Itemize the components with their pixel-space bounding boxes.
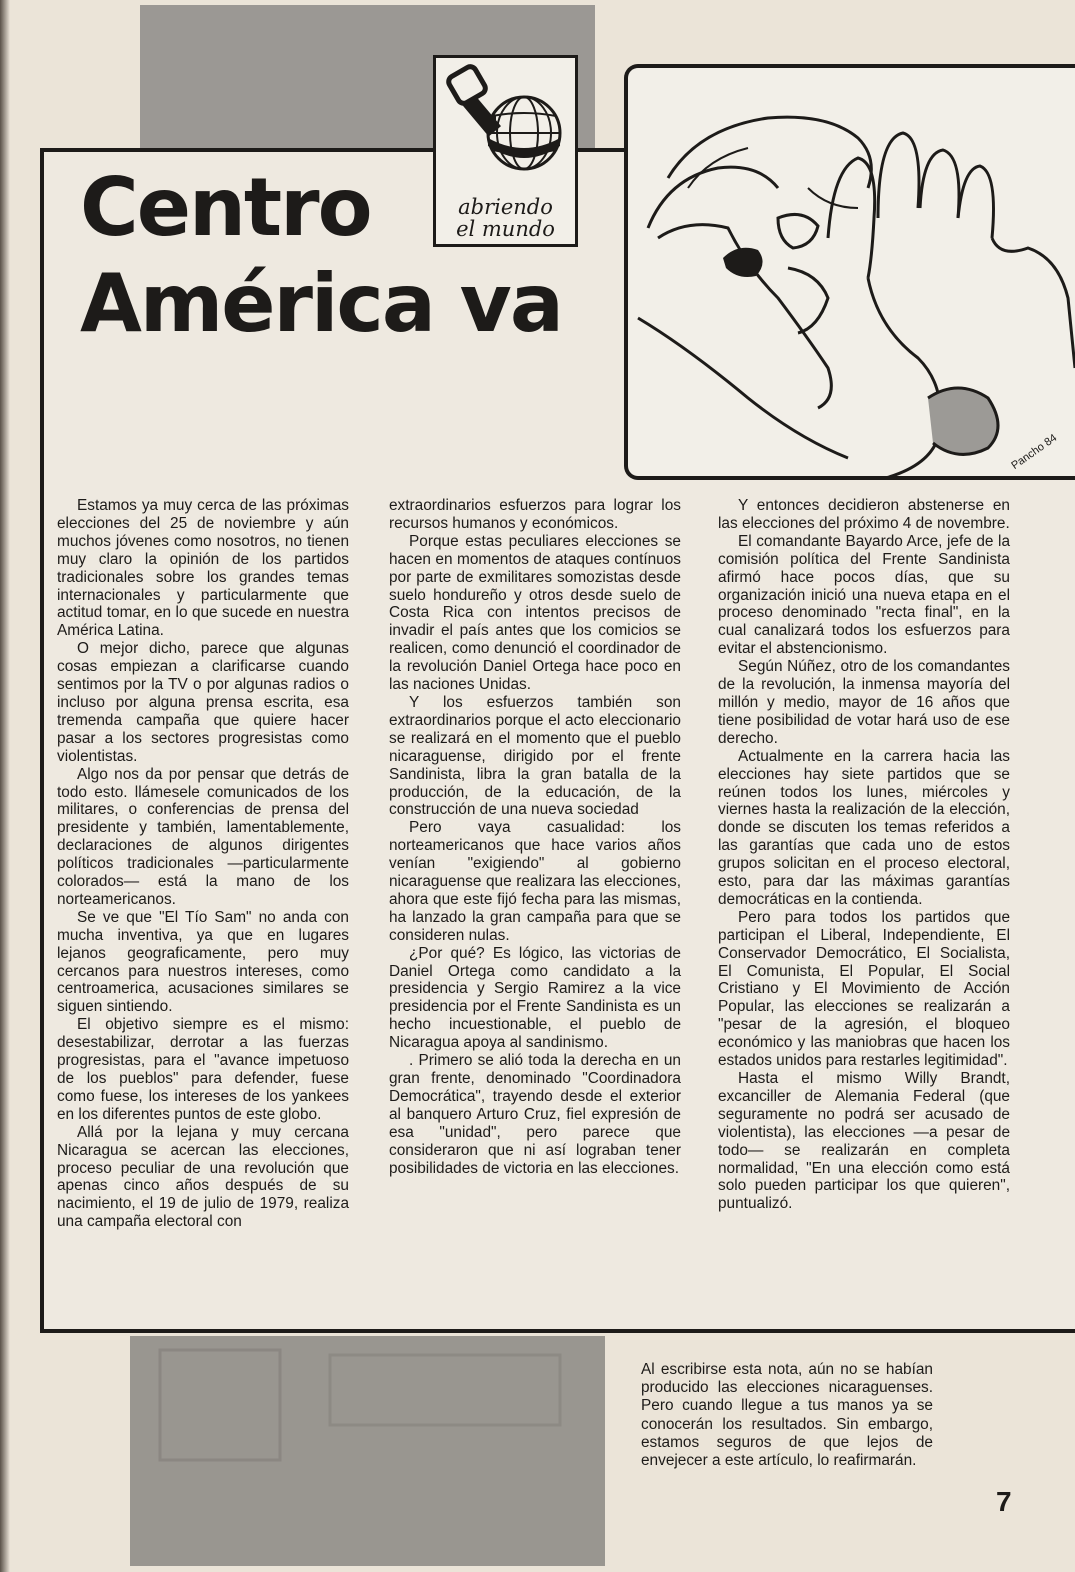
paragraph: Allá por la lejana y muy cercana Nicaragua se acercan las elecciones, proceso peculiar de una revolución que apenas cinco años después de su nacimiento, el 19 de julio de 1979, realiza una campaña electoral con — [57, 1123, 349, 1231]
editor-note-text: Al escribirse esta nota, aún no se habían producido las elecciones nicaraguenses. Pero cuando llegue a tus manos ya se conocerán los resultados. Sin embargo, estamos seguros de que lejos de envejecer a este artículo, lo reafirmarán. — [641, 1361, 933, 1470]
paragraph: El comandante Bayardo Arce, jefe de la comisión política del Frente Sandinista afirmó hace pocos días, que su organización inició una nueva etapa en el proceso denominado "recta final", en la cual canalizará todos los esfuerzos para evitar el abstencionismo. — [718, 532, 1010, 658]
paragraph: Según Núñez, otro de los comandantes de la revolución, la inmensa mayoría del millón y medio, mayor de 16 años que tiene posibilidad de votar hará uso de ese derecho. — [718, 658, 1010, 747]
logo-text-line-1: abriendo — [458, 195, 553, 219]
section-logo — [433, 55, 578, 247]
paragraph: Algo nos da por pensar que detrás de todo esto. llámesele comunicados de los militares, o conferencias de prensa del presidente y también, lamentablemente, declaraciones de algunos dirigentes políticos tradicionales —particularmente colorados— está la mano de los norteamericanos. — [57, 765, 349, 908]
paragraph: Porque estas peculiares elecciones se hacen en momentos de ataques contínuos por parte de exmilitares somozistas desde suelo hondureño y otros desde suelo de Costa Rica con intentos precisos de invadir el país antes que los comicios se realicen, como denunció el coordinador de la revolución Daniel Ortega hace poco en las naciones Unidas. — [389, 532, 681, 694]
paragraph: Y entonces decidieron abstenerse en las elecciones del próximo 4 de novembre. — [718, 497, 1010, 532]
editor-note — [641, 1361, 933, 1470]
paragraph: extraordinarios esfuerzos para lograr los recursos humanos y económicos. — [389, 497, 681, 532]
article-column-2 — [389, 497, 681, 1177]
paragraph: Pero para todos los partidos que participan el Liberal, Independiente, El Conservador Democrático, El Socialista, El Comunista, El Popular, El Social Cristiano y El Movimiento de Acción Popular, las elecciones se realizarán a "pesar de la agresión, el bloqueo económico y las maniobras que hacen los estados unidos para restarles legitimidad". — [718, 908, 1010, 1070]
page-number: 7 — [996, 1486, 1012, 1517]
title-line-2: América va — [80, 257, 562, 350]
paragraph: O mejor dicho, parece que algunas cosas empiezan a clarificarse cuando sentimos por la TV o por algunas radios o incluso por alguna prensa escrita, esa tremenda campaña que quiere hacer pasar a los sectores progresistas como violentistas. — [57, 640, 349, 765]
paragraph: Y los esfuerzos también son extraordinarios porque el acto eleccionario se realizará en el momento que el pueblo nicaraguense, dirigido por el frente Sandinista, libra la gran batalla de la producción, de la educación, de la construcción de una nueva sociedad — [389, 693, 681, 819]
paragraph: Pero vaya casualidad: los norteamericanos que hace varios años venían "exigiendo" al gobierno nicaraguense que realizara las elecciones, ahora que este fijó fecha para las mismas, ha lanzado la gran campaña para que se consideren nulas. — [389, 819, 681, 944]
title-line-1: Centro — [80, 161, 371, 254]
paragraph: Actualmente en la carrera hacia las elecciones hay siete partidos que se reúnen todos los lunes, miércoles y viernes hasta la realización de la elección, donde se discuten los temas referidos a las garantías que cada uno de estos grupos solicitan en el proceso electoral, esto, para dar las máximas garantías democráticas en la contienda. — [718, 747, 1010, 908]
paragraph: Se ve que "El Tío Sam" no anda con mucha inventiva, ya que en lugares lejanos geograficamente, pero muy cercanos para nuestros intereses, como centroamerica, acusaciones similares se siguen sintiendo. — [57, 908, 349, 1016]
paragraph: ¿Por qué? Es lógico, las victorias de Daniel Ortega como candidato a la presidencia y Sergio Ramirez a la vice presidencia por el Frente Sandinista es un hecho incuestionable, el pueblo de Nicaragua apoya al sandinismo. — [389, 944, 681, 1052]
paragraph: Hasta el mismo Willy Brandt, excanciller de Alemania Federal (que seguramente no podrá ser acusado de violentista), las elecciones —a pesar de todo— se realizarán en completa normalidad, "En una elección como está solo pueden participar los que quieren", puntualizó. — [718, 1070, 1010, 1213]
paragraph: El objetivo siempre es el mismo: desestabilizar, derrotar a las fuerzas progresistas, para el "avance impetuoso de los pueblos" para defender, fuese como fuese, los intereses de los yankees en los diferentes puntos de este globo. — [57, 1016, 349, 1123]
globe-key-icon — [436, 58, 575, 198]
illustrator-signature: Pancho 84 — [1009, 431, 1060, 473]
article-column-3 — [718, 497, 1010, 1213]
paragraph: Estamos ya muy cerca de las próximas elecciones del 25 de noviembre y aún muchos jóvenes como nosotros, no tienen muy claro la opinión de los partidos tradicionales sobre los grandes temas internacionales y particularmente que actitud tomar, en lo que sucede en nuestra América Latina. — [57, 497, 349, 640]
covering-face-hand-drawing — [628, 68, 1075, 480]
logo-text-line-2: el mundo — [456, 217, 555, 241]
article-column-1 — [57, 497, 349, 1231]
cartoon-illustration — [624, 64, 1075, 480]
paragraph: . Primero se alió toda la derecha en un gran frente, denominado "Coordinadora Democrática", trayendo desde el exterior al banquero Arturo Cruz, fiel expresión de esa "unidad", pero parece que consideraron que ni así lograban tener posibilidades de victoria en las elecciones. — [389, 1052, 681, 1177]
